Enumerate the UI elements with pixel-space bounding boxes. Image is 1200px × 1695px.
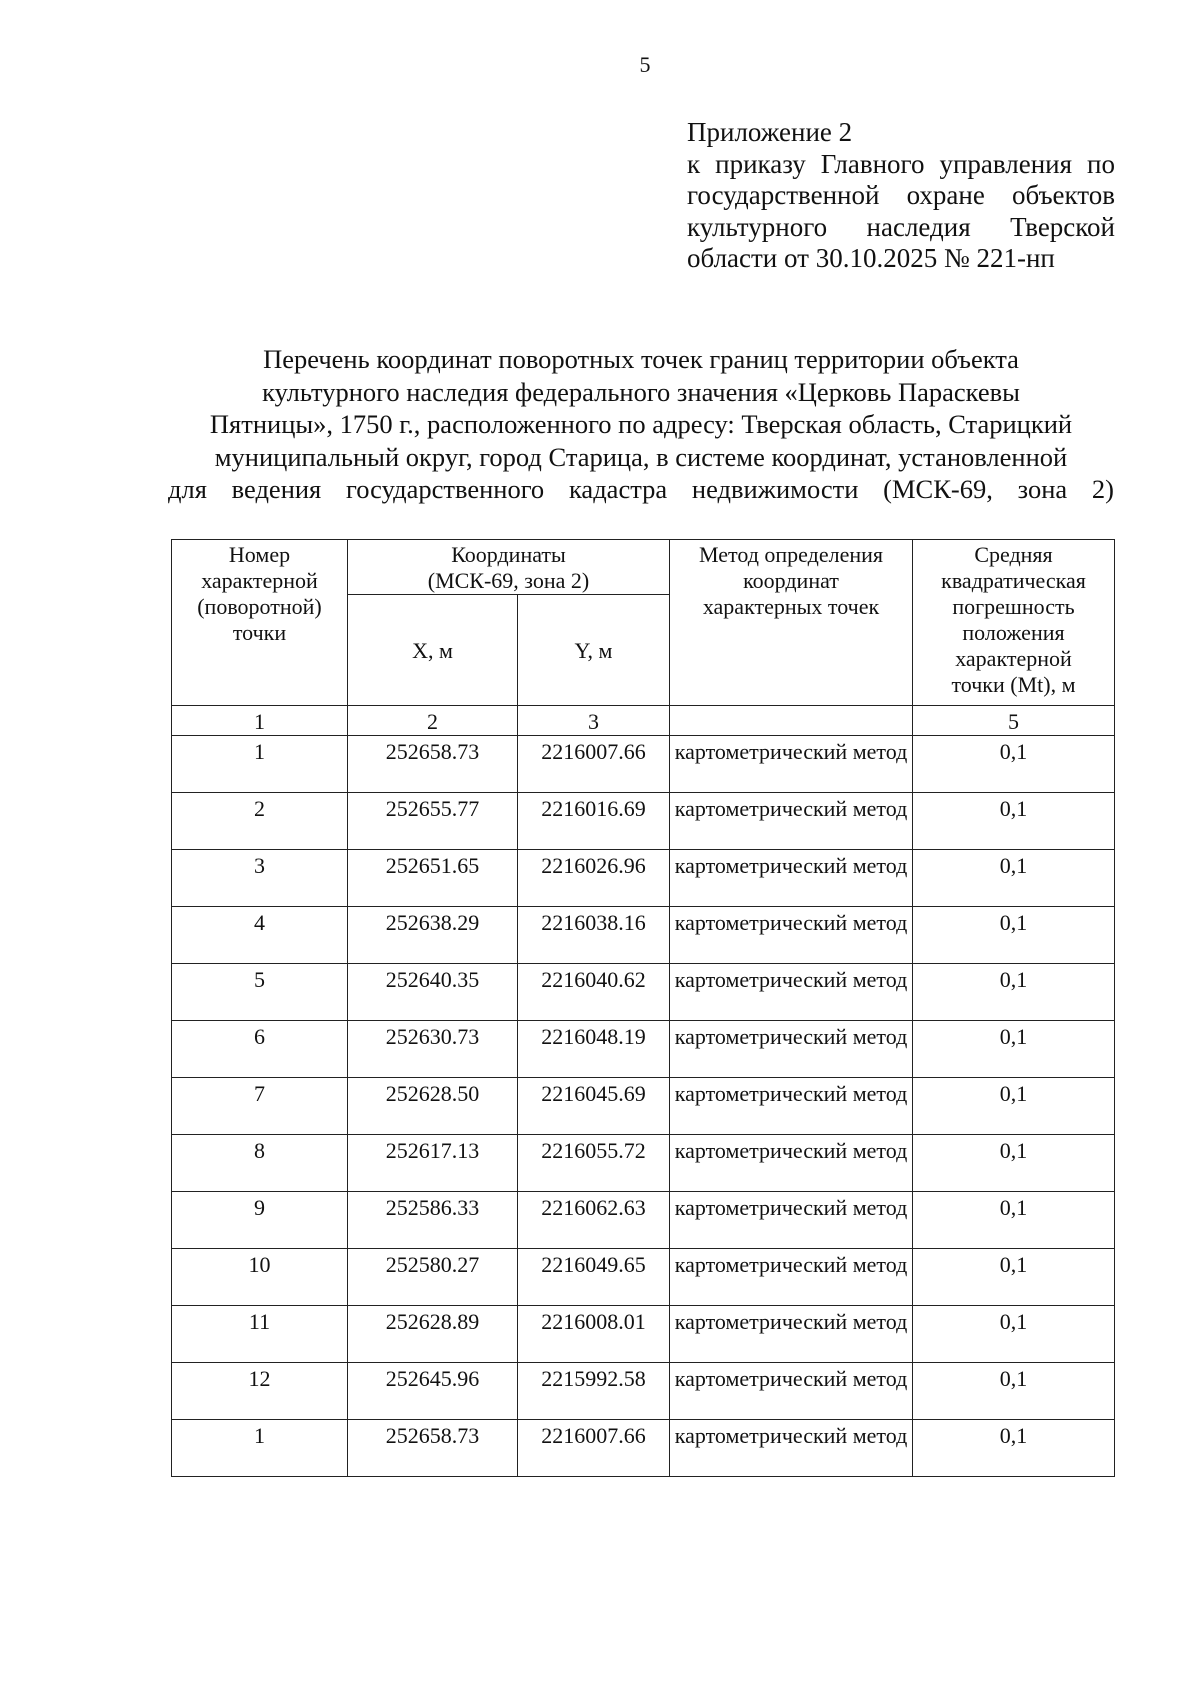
cell-y: 2216007.66 (518, 736, 670, 793)
cell-error: 0,1 (913, 736, 1115, 793)
header-x: X, м (348, 595, 518, 706)
cell-point: 9 (172, 1192, 348, 1249)
appendix-line: Приложение 2 (687, 117, 853, 147)
column-number (670, 706, 913, 736)
page-number: 5 (639, 52, 651, 77)
cell-x: 252658.73 (348, 736, 518, 793)
cell-y: 2216040.62 (518, 964, 670, 1021)
cell-method: картометрический метод (670, 1420, 913, 1477)
cell-error: 0,1 (913, 907, 1115, 964)
cell-error: 0,1 (913, 1192, 1115, 1249)
cell-point: 4 (172, 907, 348, 964)
appendix-line: к приказу Главного управления по (687, 148, 1115, 179)
cell-y: 2216055.72 (518, 1135, 670, 1192)
header-text: квадратическая (941, 568, 1086, 593)
cell-point: 12 (172, 1363, 348, 1420)
document-title (168, 343, 1114, 506)
table-row (172, 736, 1115, 793)
cell-x: 252655.77 (348, 793, 518, 850)
cell-y: 2216062.63 (518, 1192, 670, 1249)
header-text: положения (962, 620, 1065, 645)
appendix-block (687, 117, 1115, 275)
cell-error: 0,1 (913, 1249, 1115, 1306)
cell-error: 0,1 (913, 1021, 1115, 1078)
header-text: Средняя (974, 542, 1053, 567)
table-row (172, 1420, 1115, 1477)
table-row (172, 1249, 1115, 1306)
cell-error: 0,1 (913, 1135, 1115, 1192)
cell-y: 2216026.96 (518, 850, 670, 907)
table-row (172, 1363, 1115, 1420)
header-text: характерной (955, 646, 1072, 671)
cell-point: 2 (172, 793, 348, 850)
cell-point: 6 (172, 1021, 348, 1078)
cell-point: 1 (172, 736, 348, 793)
table-row (172, 1192, 1115, 1249)
header-error (913, 540, 1115, 706)
table-row (172, 1135, 1115, 1192)
appendix-line: государственной охране объектов (687, 180, 1115, 210)
cell-error: 0,1 (913, 964, 1115, 1021)
appendix-line: области от 30.10.2025 № 221-нп (687, 243, 1055, 273)
header-text: Номер (228, 542, 291, 567)
cell-method: картометрический метод (670, 1363, 913, 1420)
cell-y: 2216016.69 (518, 793, 670, 850)
cell-point: 7 (172, 1078, 348, 1135)
header-text: (поворотной) (197, 594, 322, 619)
cell-point: 10 (172, 1249, 348, 1306)
header-text: характерной (201, 568, 318, 593)
header-y: Y, м (518, 595, 670, 706)
header-method (670, 540, 913, 706)
cell-y: 2216008.01 (518, 1306, 670, 1363)
cell-x: 252651.65 (348, 850, 518, 907)
cell-x: 252580.27 (348, 1249, 518, 1306)
appendix-line: культурного наследия Тверской (687, 211, 1115, 242)
title-line: Пятницы», 1750 г., расположенного по адресу: Тверская область, Старицкий (209, 409, 1073, 439)
cell-method: картометрический метод (670, 1078, 913, 1135)
title-line: для ведения государственного кадастра недвижимости (МСК-69, зона 2) (168, 474, 1114, 504)
cell-method: картометрический метод (670, 793, 913, 850)
header-coordinates (348, 540, 670, 595)
cell-x: 252586.33 (348, 1192, 518, 1249)
header-text: Координаты (451, 542, 566, 567)
cell-method: картометрический метод (670, 1192, 913, 1249)
cell-y: 2215992.58 (518, 1363, 670, 1420)
cell-method: картометрический метод (670, 907, 913, 964)
table-row (172, 793, 1115, 850)
title-line: культурного наследия федерального значения «Церковь Параскевы (262, 376, 1020, 407)
cell-y: 2216049.65 (518, 1249, 670, 1306)
header-text: характерных точек (702, 594, 880, 619)
cell-error: 0,1 (913, 1306, 1115, 1363)
cell-point: 8 (172, 1135, 348, 1192)
cell-method: картометрический метод (670, 1249, 913, 1306)
cell-point: 1 (172, 1420, 348, 1477)
table-row (172, 1306, 1115, 1363)
cell-y: 2216007.66 (518, 1420, 670, 1477)
column-number: 5 (913, 706, 1115, 736)
title-line: муниципальный округ, город Старица, в системе координат, установленной (214, 441, 1068, 472)
cell-error: 0,1 (913, 793, 1115, 850)
cell-method: картометрический метод (670, 736, 913, 793)
header-text: Метод определения (698, 542, 884, 567)
cell-error: 0,1 (913, 1363, 1115, 1420)
cell-point: 11 (172, 1306, 348, 1363)
cell-x: 252617.13 (348, 1135, 518, 1192)
cell-x: 252658.73 (348, 1420, 518, 1477)
column-number: 2 (348, 706, 518, 736)
header-point-number (172, 540, 348, 706)
cell-y: 2216045.69 (518, 1078, 670, 1135)
cell-x: 252628.89 (348, 1306, 518, 1363)
table-row (172, 964, 1115, 1021)
table-row (172, 1021, 1115, 1078)
title-line: Перечень координат поворотных точек границ территории объекта (263, 344, 1019, 374)
cell-method: картометрический метод (670, 850, 913, 907)
cell-error: 0,1 (913, 850, 1115, 907)
cell-method: картометрический метод (670, 1135, 913, 1192)
cell-x: 252628.50 (348, 1078, 518, 1135)
cell-y: 2216048.19 (518, 1021, 670, 1078)
coordinates-table (171, 539, 1115, 1477)
header-text: точки (Mt), м (951, 672, 1076, 697)
cell-point: 3 (172, 850, 348, 907)
cell-x: 252640.35 (348, 964, 518, 1021)
column-number: 3 (518, 706, 670, 736)
cell-method: картометрический метод (670, 1021, 913, 1078)
header-text: (МСК-69, зона 2) (427, 568, 590, 593)
table-row (172, 907, 1115, 964)
cell-x: 252645.96 (348, 1363, 518, 1420)
header-text: точки (232, 620, 287, 645)
cell-point: 5 (172, 964, 348, 1021)
header-text: погрешность (952, 594, 1075, 619)
cell-method: картометрический метод (670, 964, 913, 1021)
table-body (172, 736, 1115, 1477)
table-row (172, 850, 1115, 907)
header-text: координат (743, 568, 839, 593)
cell-error: 0,1 (913, 1078, 1115, 1135)
table-row (172, 1078, 1115, 1135)
cell-y: 2216038.16 (518, 907, 670, 964)
cell-x: 252630.73 (348, 1021, 518, 1078)
cell-error: 0,1 (913, 1420, 1115, 1477)
cell-method: картометрический метод (670, 1306, 913, 1363)
column-number: 1 (172, 706, 348, 736)
cell-x: 252638.29 (348, 907, 518, 964)
